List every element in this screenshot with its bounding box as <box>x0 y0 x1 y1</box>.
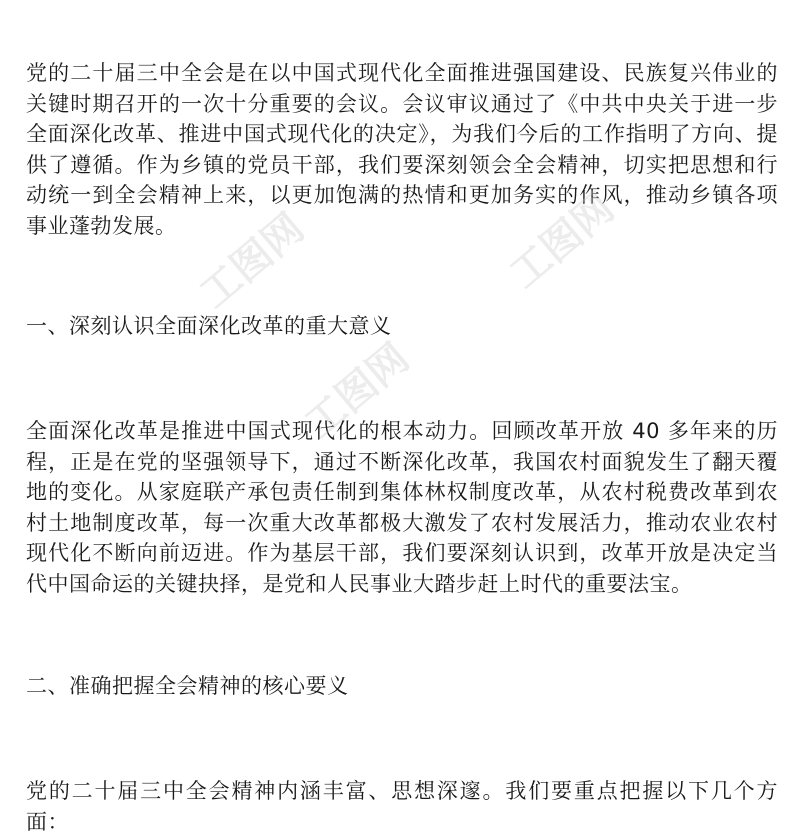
section-heading-2: 二、准确把握全会精神的核心要义 <box>26 674 349 698</box>
paragraph-section-1: 全面深化改革是推进中国式现代化的根本动力。回顾改革开放 40 多年来的历程，正是在党的坚强领导下，通过不断深化改革，我国农村面貌发生了翻天覆地的变化。从家庭联产承包责任制到集体林权制度改革，从农村税费改革到农村土地制度改革，每一次重大改革都极大激发了农村发展活力，推动农业农村现代化不断向前迈进。作为基层干部，我们要深刻认识到，改革开放是决定当代中国命运的关键抉择，是党和人民事业大踏步赶上时代的重要法宝。 <box>26 419 778 596</box>
watermark: 工图网 <box>191 204 313 318</box>
watermark: 工图网 <box>296 334 418 448</box>
section-heading-1: 一、深刻认识全面深化改革的重大意义 <box>26 314 392 338</box>
paragraph-section-2: 党的二十届三中全会精神内涵丰富、思想深邃。我们要重点把握以下几个方面： <box>26 779 778 834</box>
paragraph-intro: 党的二十届三中全会是在以中国式现代化全面推进强国建设、民族复兴伟业的关键时期召开的一次十分重要的会议。会议审议通过了《中共中央关于进一步全面深化改革、推进中国式现代化的决定》，为我们今后的工作指明了方向、提供了遵循。作为乡镇的党员干部，我们要深刻领会全会精神，切实把思想和行动统一到全会精神上来，以更加饱满的热情和更加务实的作风，推动乡镇各项事业蓬勃发展。 <box>26 61 778 238</box>
watermark: 工图网 <box>501 184 623 298</box>
